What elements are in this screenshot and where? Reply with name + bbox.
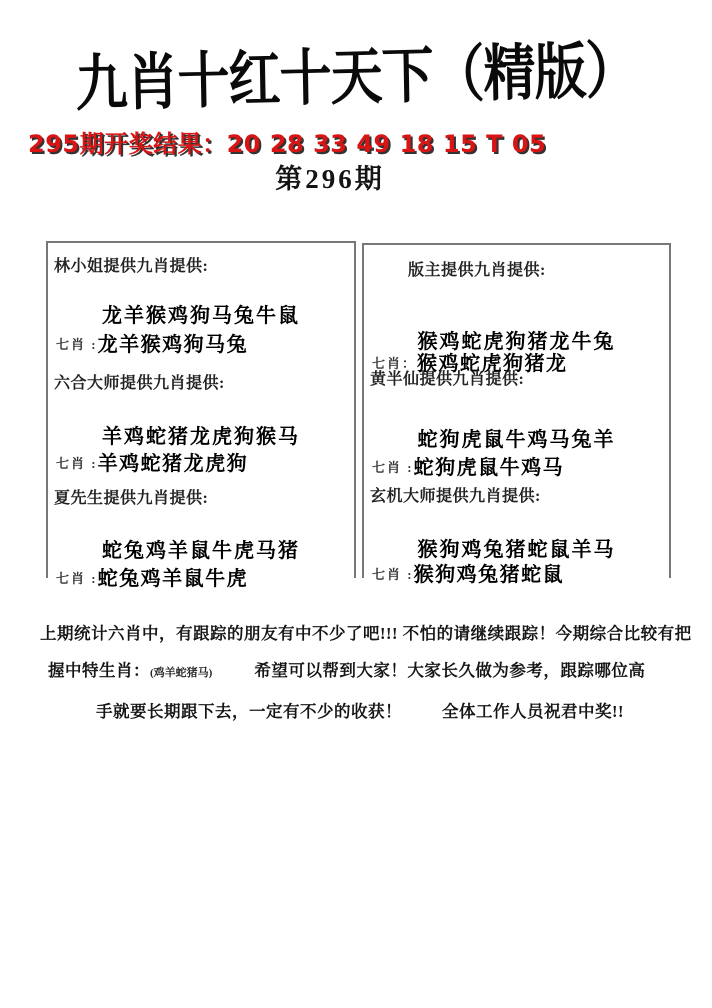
commentary-line-3a: 手就要长期跟下去，一定有不少的收获！: [96, 702, 402, 721]
seven-zodiac-line: [56, 562, 248, 591]
commentary-line-3b: 全体工作人员祝君中奖!!: [442, 702, 624, 721]
commentary-line-3: [40, 698, 680, 722]
nine-zodiac-line: 羊鸡蛇猪龙虎狗猴马: [102, 426, 300, 448]
special-zodiac-prefix: 握中特生肖：: [48, 661, 150, 680]
seven-zodiac-value: 龙羊猴鸡狗马兔: [97, 334, 249, 356]
seven-zodiac-label: 七肖 :: [56, 456, 98, 471]
seven-zodiac-value: 羊鸡蛇猪龙虎狗: [97, 453, 249, 475]
provider-box-left: [46, 241, 356, 590]
special-zodiac-picks: (鸡羊蛇猪马): [150, 667, 213, 679]
provider-heading: 版主提供九肖提供:: [408, 262, 546, 279]
nine-zodiac-line: 龙羊猴鸡狗马兔牛鼠: [102, 305, 300, 327]
nine-zodiac-line: 蛇兔鸡羊鼠牛虎马猪: [102, 540, 300, 562]
nine-zodiac-line: 猴狗鸡兔猪蛇鼠羊马: [417, 539, 616, 561]
previous-draw-result: 295期开奖结果：20 28 33 49 18 15 T 05: [28, 130, 547, 158]
seven-zodiac-label: 七肖 :: [56, 337, 98, 352]
provider-heading: 夏先生提供九肖提供:: [54, 490, 209, 507]
nine-zodiac-line: 蛇狗虎鼠牛鸡马兔羊: [417, 429, 616, 451]
footer-commentary: [40, 620, 692, 722]
seven-zodiac-value: 蛇兔鸡羊鼠牛虎: [97, 568, 249, 590]
seven-zodiac-value: 蛇狗虎鼠牛鸡马: [413, 457, 565, 479]
current-issue-heading: 第296期: [275, 164, 385, 194]
seven-zodiac-label: 七肖 :: [372, 460, 414, 475]
seven-zodiac-value: 猴狗鸡兔猪蛇鼠: [413, 564, 565, 586]
seven-zodiac-value: 猴鸡蛇虎狗猪龙: [417, 353, 568, 375]
seven-zodiac-line: [56, 447, 248, 476]
provider-heading: 玄机大师提供九肖提供:: [370, 488, 541, 505]
provider-heading: 六合大师提供九肖提供:: [54, 375, 225, 392]
provider-box-right: [362, 243, 671, 586]
commentary-line-2: [40, 657, 680, 681]
commentary-line-2-rest: 希望可以帮到大家！大家长久做为参考，跟踪哪位高: [254, 661, 646, 680]
commentary-line-1: 上期统计六肖中，有跟踪的朋友有中不少了吧!!! 不怕的请继续跟踪！今期综合比较有把: [40, 624, 692, 643]
provider-heading: 林小姐提供九肖提供:: [54, 258, 209, 275]
seven-zodiac-label: 七肖 :: [56, 571, 98, 586]
seven-zodiac-label: 七肖 :: [372, 567, 414, 582]
seven-zodiac-line: [372, 558, 564, 587]
masthead-title: 九肖十红十天下（精版）: [75, 35, 638, 121]
seven-zodiac-line: [56, 328, 248, 357]
seven-zodiac-line: [372, 451, 564, 480]
provider-heading: 黄半仙提供九肖提供:: [370, 371, 525, 388]
nine-zodiac-line: 猴鸡蛇虎狗猪龙牛兔: [417, 331, 616, 353]
seven-zodiac-label: 七肖：: [372, 356, 418, 371]
